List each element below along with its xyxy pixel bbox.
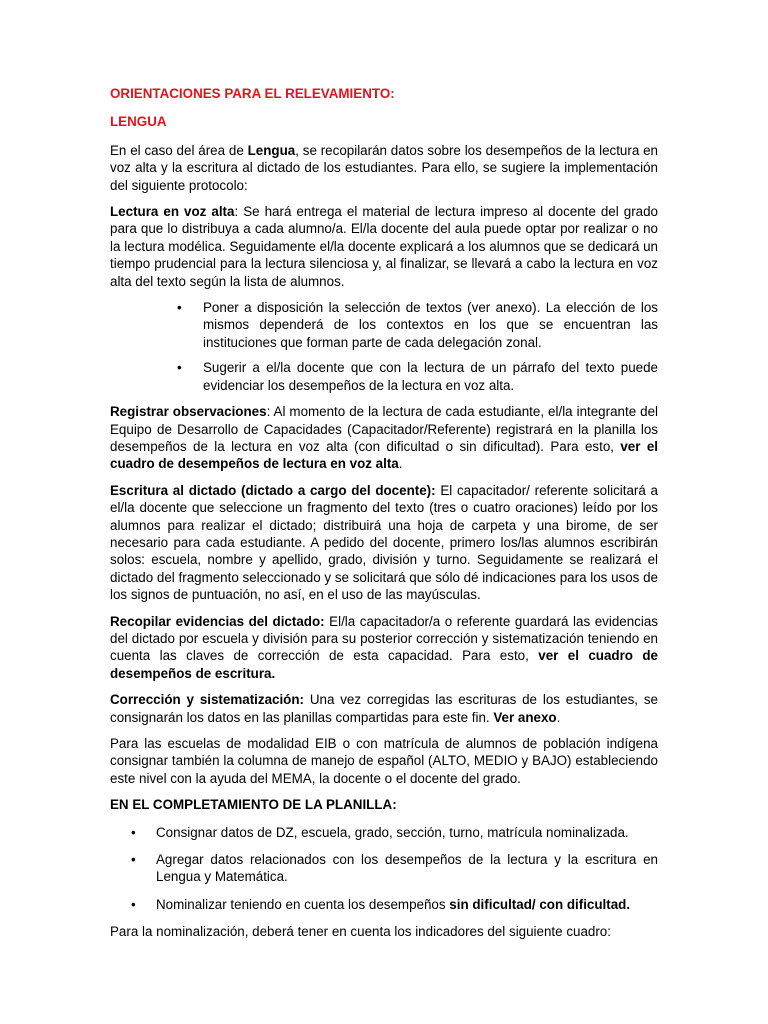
section-subtitle: LENGUA [110, 114, 167, 130]
bullet-icon: • [177, 360, 182, 376]
document-body [110, 85, 658, 950]
correccion-paragraph: Corrección y sistematización: Una vez corregidas las escrituras de los estudiantes, se consignarán los datos en las planillas compartidas para este fin. Ver anexo. [110, 692, 658, 725]
lectura-paragraph: Lectura en voz alta: Se hará entrega el material de lectura impreso al docente del grado para que lo distribuya a cada alumno/a. El/la docente del aula puede optar por realizar o no la lectura modélica. Seguidamente el/la docente explicará a los alumnos que se dedicará un tiempo prudencial para la lectura silenciosa y, al finalizar, se llevará a cabo la lectura en voz alta del texto según la lista de alumnos. [110, 204, 658, 289]
list-item: • Poner a disposición la selección de textos (ver anexo). La elección de los mismos dependerá de los contextos en los que se encuentran las instituciones que forman parte de cada delegación zonal. [177, 300, 658, 350]
final-paragraph: Para la nominalización, deberá tener en cuenta los indicadores del siguiente cuadro: [110, 924, 611, 940]
bullet-icon: • [131, 896, 136, 912]
lectura-bullet-list [110, 299, 658, 394]
eib-paragraph: Para las escuelas de modalidad EIB o con matrícula de alumnos de población indígena consignar también la columna de manejo de español (ALTO, MEDIO y BAJO) estableciendo este nivel con la ayuda del MEMA, la docente o el docente del grado. [110, 736, 658, 786]
bullet-icon: • [177, 300, 182, 316]
intro-paragraph: En el caso del área de Lengua, se recopilarán datos sobre los desempeños de la lectura en voz alta y la escritura al dictado de los estudiantes. Para ello, se sugiere la implementación del siguiente protocolo: [110, 142, 658, 193]
list-item: • Consignar datos de DZ, escuela, grado, sección, turno, matrícula nominalizada. [131, 824, 629, 840]
escritura-paragraph: Escritura al dictado (dictado a cargo del docente): El capacitador/ referente solicitará a el/la docente que seleccione un fragmento del texto (tres o cuatro oraciones) leído por los alumnos para realizar el dictado; distribuirá una hoja de carpeta y una birome, de ser necesario para cada estudiante. A pedido del docente, primero los/las alumnos escribirán solos: escuela, nombre y apellido, grado, división y turno. Seguidamente se realizará el dictado del fragmento seleccionado y se solicitará que sólo dé indicaciones para los usos de los signos de puntuación, no así, en el uso de las mayúsculas. [110, 482, 658, 603]
bullet-icon: • [131, 824, 136, 840]
recopilar-paragraph: Recopilar evidencias del dictado: El/la capacitador/a o referente guardará las evidencias del dictado por escuela y división para su posterior corrección y sistematización teniendo en cuenta las claves de corrección de esta capacidad. Para esto, ver el cuadro de desempeños de escritura. [110, 613, 658, 681]
planilla-bullet-list [110, 824, 658, 914]
bullet-icon: • [131, 852, 136, 868]
list-item: • Nominalizar teniendo en cuenta los desempeños sin dificultad/ con dificultad. [131, 896, 631, 912]
list-item: • Sugerir a el/la docente que con la lectura de un párrafo del texto puede evidenciar los desempeños de la lectura en voz alta. [177, 360, 658, 393]
document-title: ORIENTACIONES PARA EL RELEVAMIENTO: [110, 86, 395, 101]
list-item: • Agregar datos relacionados con los desempeños de la lectura y la escritura en Lengua y Matemática. [131, 852, 658, 885]
planilla-heading: EN EL COMPLETAMIENTO DE LA PLANILLA: [110, 797, 397, 813]
registrar-paragraph: Registrar observaciones: Al momento de la lectura de cada estudiante, el/la integrante del Equipo de Desarrollo de Capacidades (Capacitador/Referente) registrará en la planilla los desempeños de la lectura en voz alta (con dificultad o sin dificultad). Para esto, ver el cuadro de desempeños de lectura en voz alta. [110, 404, 659, 472]
